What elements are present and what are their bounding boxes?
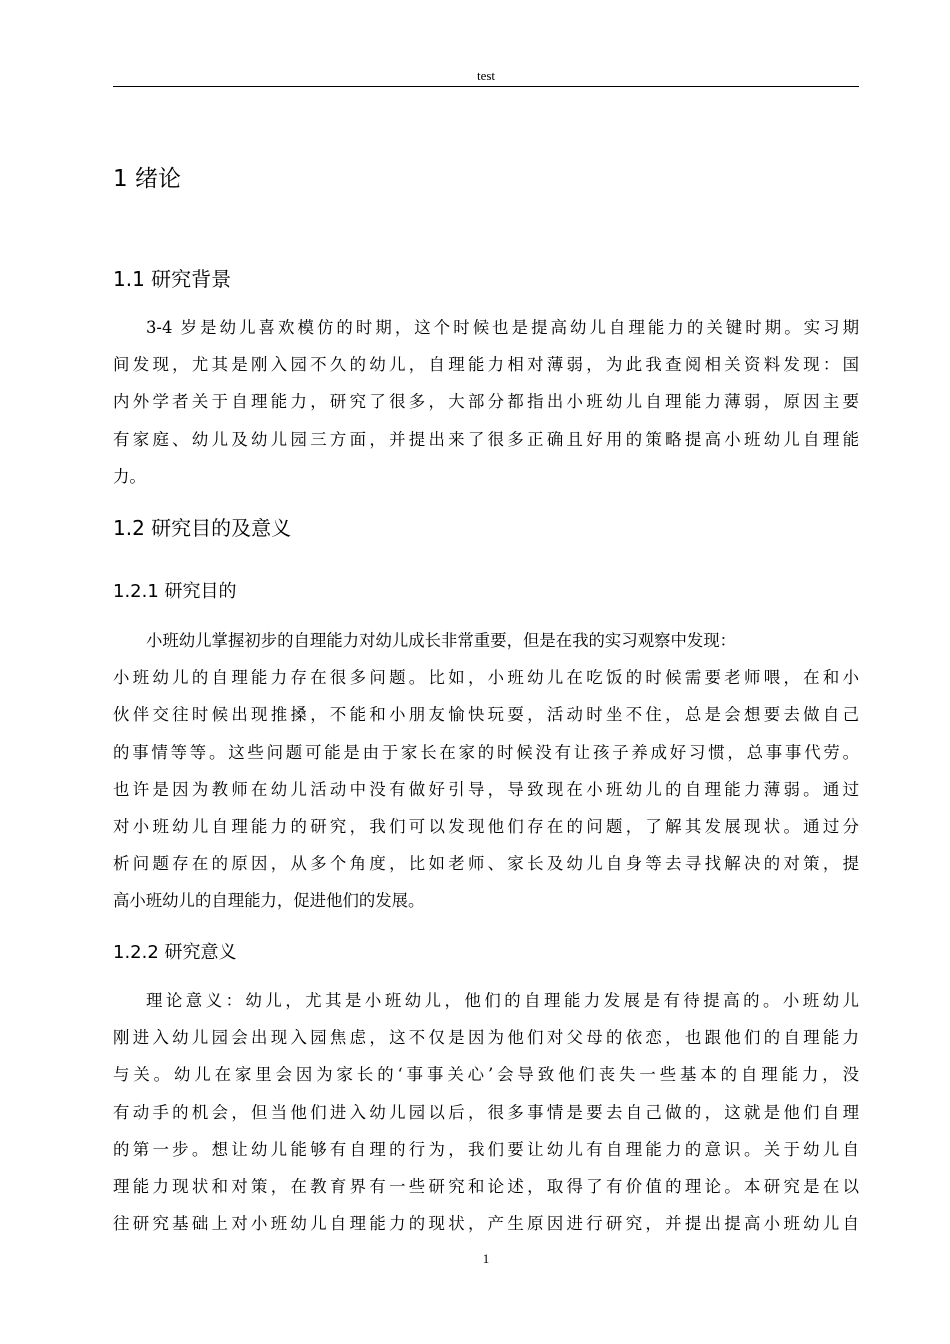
subsection-heading-1-2-1: 1.2.1 研究目的 xyxy=(113,581,237,602)
paragraph-line: 伙伴交往时候出现推搡，不能和小朋友愉快玩耍，活动时坐不住，总是会想要去做自己 xyxy=(113,705,859,725)
paragraph-line: 也许是因为教师在幼儿活动中没有做好引导，导致现在小班幼儿的自理能力薄弱。通过 xyxy=(113,779,859,799)
header-divider xyxy=(113,86,859,87)
page-number: 1 xyxy=(482,1251,490,1266)
paragraph-line: 理能力现状和对策，在教育界有一些研究和论述，取得了有价值的理论。本研究是在以 xyxy=(113,1177,859,1197)
paragraph-line: 的事情等等。这些问题可能是由于家长在家的时候没有让孩子养成好习惯，总事事代劳。 xyxy=(113,742,859,762)
subsection-heading-1-2-2: 1.2.2 研究意义 xyxy=(113,942,237,963)
paragraph-research-significance xyxy=(113,982,859,1242)
paragraph-line: 有动手的机会，但当他们进入幼儿园以后，很多事情是要去自己做的，这就是他们自理 xyxy=(113,1102,859,1122)
section-heading-1-2: 1.2 研究目的及意义 xyxy=(113,516,292,540)
paragraph-line: 析问题存在的原因，从多个角度，比如老师、家长及幼儿自身等去寻找解决的对策，提 xyxy=(113,854,859,874)
paragraph-line: 间发现，尤其是刚入园不久的幼儿，自理能力相对薄弱，为此我查阅相关资料发现：国 xyxy=(113,355,859,375)
paragraph-research-background xyxy=(113,309,859,495)
section-heading-1-1: 1.1 研究背景 xyxy=(113,267,232,291)
paragraph-line: 与关。幼儿在家里会因为家长的‘事事关心’会导致他们丧失一些基本的自理能力，没 xyxy=(113,1065,859,1085)
paragraph-line: 有家庭、幼儿及幼儿园三方面，并提出来了很多正确且好用的策略提高小班幼儿自理能 xyxy=(113,429,859,449)
chapter-heading: 1 绪论 xyxy=(113,166,181,192)
paragraph-line: 小班幼儿掌握初步的自理能力对幼儿成长非常重要，但是在我的实习观察中发现： xyxy=(146,631,737,650)
paragraph-line: 小班幼儿的自理能力存在很多问题。比如，小班幼儿在吃饭的时候需要老师喂，在和小 xyxy=(113,668,859,688)
paragraph-line: 对小班幼儿自理能力的研究，我们可以发现他们存在的问题，了解其发展现状。通过分 xyxy=(113,817,859,837)
paragraph-line: 刚进入幼儿园会出现入园焦虑，这不仅是因为他们对父母的依恋，也跟他们的自理能力 xyxy=(113,1028,859,1048)
paragraph-research-purpose xyxy=(113,622,859,920)
paragraph-line: 理论意义：幼儿，尤其是小班幼儿，他们的自理能力发展是有待提高的。小班幼儿 xyxy=(146,991,859,1010)
paragraph-line: 往研究基础上对小班幼儿自理能力的现状，产生原因进行研究，并提出提高小班幼儿自 xyxy=(113,1214,859,1234)
page-header-title: test xyxy=(476,68,496,83)
paragraph-line: 3-4 岁是幼儿喜欢模仿的时期，这个时候也是提高幼儿自理能力的关键时期。实习期 xyxy=(146,318,859,337)
paragraph-line: 的第一步。想让幼儿能够有自理的行为，我们要让幼儿有自理能力的意识。关于幼儿自 xyxy=(113,1139,859,1159)
paragraph-line: 内外学者关于自理能力，研究了很多，大部分都指出小班幼儿自理能力薄弱，原因主要 xyxy=(113,392,859,412)
paragraph-line: 高小班幼儿的自理能力，促进他们的发展。 xyxy=(113,891,425,911)
paragraph-line: 力。 xyxy=(113,466,146,486)
